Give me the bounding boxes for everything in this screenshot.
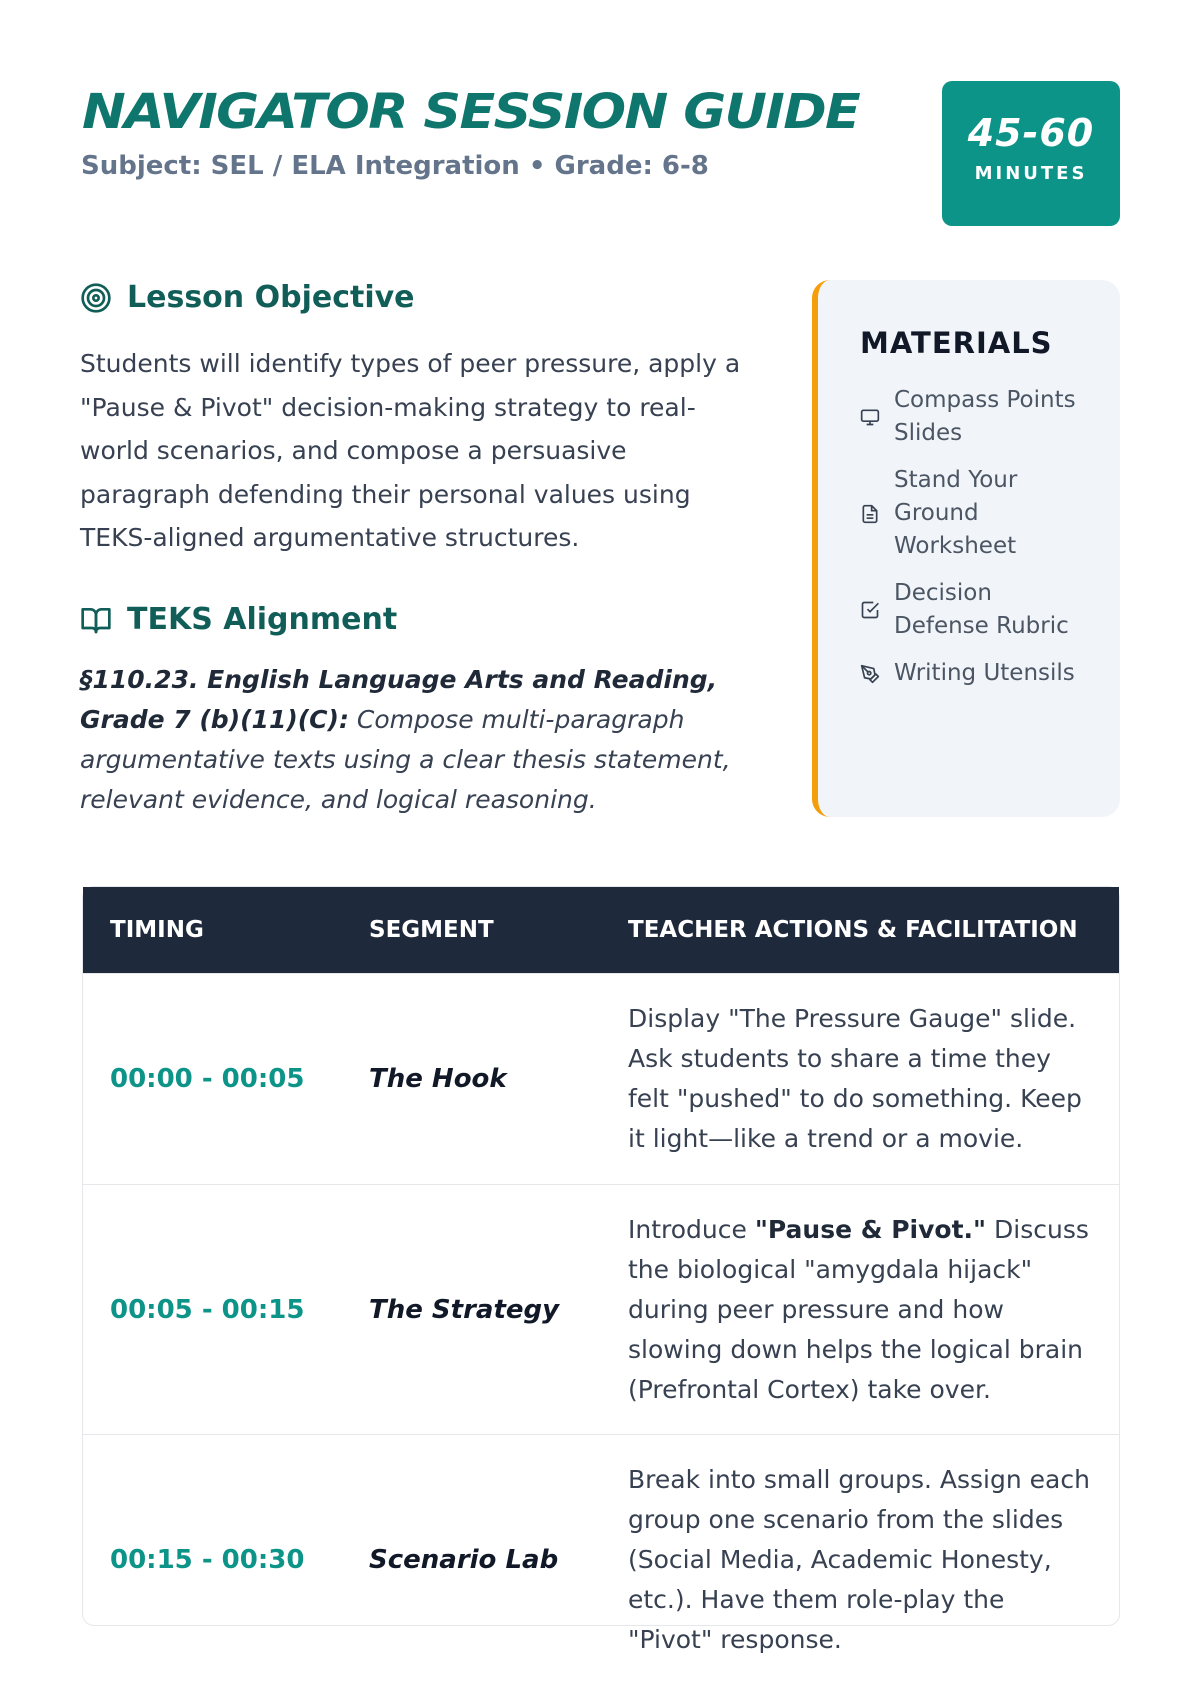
duration-unit: MINUTES: [974, 163, 1088, 184]
column-header-segment: SEGMENT: [369, 917, 494, 943]
column-header-timing: TIMING: [110, 917, 204, 943]
materials-item: [860, 657, 1090, 690]
row-timing: 00:00 - 00:05: [110, 1064, 305, 1094]
row-actions-text: Break into small groups. Assign each group one scenario from the slides (Social Media, Academic Honesty, etc.). Have them role-play the "Pivot" response.: [628, 1464, 1090, 1654]
row-segment: Scenario Lab: [369, 1544, 559, 1575]
duration-value: 45-60: [967, 111, 1095, 155]
monitor-icon: [860, 407, 880, 427]
teks-heading-label: TEKS Alignment: [127, 602, 398, 637]
teks-text: [80, 660, 760, 820]
book-open-icon: [80, 604, 112, 636]
schedule-table: [82, 886, 1120, 1654]
column-header-actions: TEACHER ACTIONS & FACILITATION: [628, 917, 1078, 943]
row-actions-emphasis: "Pause & Pivot.": [754, 1214, 987, 1244]
table-row: [83, 1184, 1119, 1434]
materials-item-label: Stand Your Ground Worksheet: [894, 467, 1018, 559]
file-icon: [860, 504, 880, 524]
row-actions-text: Display "The Pressure Gauge" slide. Ask students to share a time they felt "pushed" to do something. Keep it light—like a trend or a movie.: [628, 1004, 1082, 1153]
check-square-icon: [860, 600, 880, 620]
duration-badge: [942, 81, 1120, 226]
materials-item-label: Compass Points Slides: [894, 387, 1076, 446]
teks-heading: [80, 602, 397, 637]
row-timing: 00:05 - 00:15: [110, 1294, 305, 1325]
row-timing: 00:15 - 00:30: [110, 1544, 305, 1575]
materials-item: [860, 577, 1090, 643]
row-actions-text: Introduce: [628, 1214, 755, 1244]
page-header: [80, 78, 1120, 228]
materials-list: [860, 384, 1090, 704]
row-actions: [601, 1210, 1119, 1410]
page-title: NAVIGATOR SESSION GUIDE: [82, 84, 860, 140]
row-actions: [601, 999, 1119, 1159]
objective-heading: [80, 280, 415, 315]
pen-tool-icon: [860, 664, 880, 684]
objective-text: Students will identify types of peer pressure, apply a "Pause & Pivot" decision-making strategy to real-world scenarios, and compose a persuasive paragraph defending their personal values using TEKS-aligned argumentative structures.: [80, 349, 741, 552]
materials-item: [860, 384, 1090, 450]
materials-title: MATERIALS: [860, 326, 1053, 360]
row-segment: The Strategy: [369, 1294, 560, 1325]
row-segment: The Hook: [369, 1064, 507, 1094]
objective-heading-label: Lesson Objective: [127, 280, 415, 315]
materials-item-label: Writing Utensils: [894, 660, 1075, 686]
row-actions-text-cont: Discuss the biological "amygdala hijack" during peer pressure and how slowing down helps the logical brain (Prefrontal Cortex) take over.: [628, 1214, 1089, 1404]
materials-item-label: Decision Defense Rubric: [894, 580, 1069, 639]
table-row: [83, 1434, 1119, 1684]
teks-citation: §110.23. English Language Arts and Reading, Grade 7 (b)(11)(C):: [80, 665, 718, 734]
target-icon: [80, 282, 112, 314]
page-subtitle: Subject: SEL / ELA Integration • Grade: 6-8: [81, 151, 709, 181]
materials-panel: [812, 280, 1120, 817]
teks-standard-text: Compose multi-paragraph argumentative texts using a clear thesis statement, relevant evidence, and logical reasoning.: [80, 705, 731, 814]
row-actions: [601, 1460, 1119, 1660]
materials-item: [860, 464, 1090, 563]
table-header-row: [83, 887, 1119, 973]
table-row: [83, 973, 1119, 1184]
